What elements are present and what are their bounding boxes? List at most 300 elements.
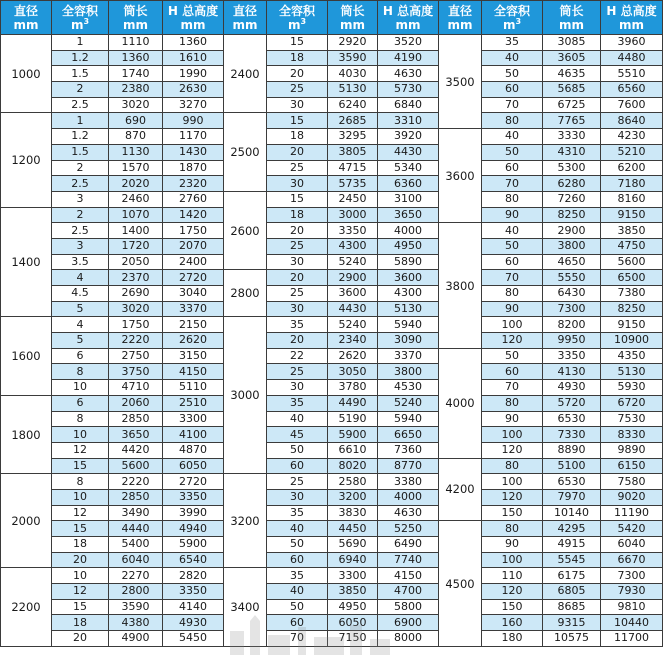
total-height-cell: 11700: [601, 631, 663, 647]
total-height-cell: 5890: [378, 254, 439, 270]
volume-cell: 40: [267, 584, 328, 600]
total-height-cell: 5510: [601, 66, 663, 82]
table-row: [1, 191, 663, 207]
total-height-cell: 9020: [601, 489, 663, 505]
total-height-cell: 5800: [378, 599, 439, 615]
volume-cell: 80: [482, 286, 543, 302]
total-height-cell: 1430: [163, 144, 224, 160]
shell-length-cell: 4310: [543, 144, 601, 160]
shell-length-cell: 7150: [328, 631, 378, 647]
header-total-height: [163, 1, 224, 35]
volume-cell: 35: [267, 568, 328, 584]
total-height-cell: 990: [163, 113, 224, 129]
shell-length-cell: 3750: [109, 364, 163, 380]
shell-length-cell: 5720: [543, 395, 601, 411]
shell-length-cell: 2920: [328, 35, 378, 51]
shell-length-cell: 4635: [543, 66, 601, 82]
table-row: [1, 411, 663, 427]
volume-cell: 40: [482, 129, 543, 145]
shell-length-cell: 10140: [543, 505, 601, 521]
table-row: [1, 584, 663, 600]
volume-cell: 5: [52, 301, 109, 317]
shell-length-cell: 2580: [328, 474, 378, 490]
total-height-cell: 3150: [163, 348, 224, 364]
shell-length-cell: 8685: [543, 599, 601, 615]
volume-cell: 1: [52, 113, 109, 129]
volume-cell: 3: [52, 238, 109, 254]
diameter-cell: 3600: [439, 129, 482, 223]
total-height-cell: 8640: [601, 113, 663, 129]
volume-cell: 25: [267, 474, 328, 490]
volume-cell: 4: [52, 270, 109, 286]
volume-cell: 8: [52, 474, 109, 490]
shell-length-cell: 5735: [328, 176, 378, 192]
shell-length-cell: 3300: [328, 568, 378, 584]
volume-cell: 15: [267, 35, 328, 51]
total-height-cell: 2620: [163, 333, 224, 349]
total-height-cell: 4940: [163, 521, 224, 537]
shell-length-cell: 2750: [109, 348, 163, 364]
total-height-cell: 3310: [378, 113, 439, 129]
shell-length-cell: 870: [109, 129, 163, 145]
shell-length-cell: 2900: [543, 223, 601, 239]
volume-cell: 80: [482, 191, 543, 207]
total-height-cell: 6840: [378, 97, 439, 113]
volume-cell: 20: [267, 144, 328, 160]
shell-length-cell: 6040: [109, 552, 163, 568]
shell-length-cell: 7330: [543, 427, 601, 443]
volume-cell: 80: [482, 395, 543, 411]
total-height-cell: 7530: [601, 411, 663, 427]
volume-cell: 100: [482, 317, 543, 333]
volume-cell: 40: [267, 521, 328, 537]
header-shell-length: [109, 1, 163, 35]
diameter-cell: 3200: [224, 474, 267, 568]
total-height-cell: 9810: [601, 599, 663, 615]
volume-cell: 60: [267, 552, 328, 568]
diameter-cell: 3000: [224, 317, 267, 474]
total-height-cell: 3960: [601, 35, 663, 51]
table-row: [1, 568, 663, 584]
volume-cell: 30: [267, 380, 328, 396]
total-height-cell: 1750: [163, 223, 224, 239]
total-height-cell: 4480: [601, 50, 663, 66]
shell-length-cell: 5900: [328, 427, 378, 443]
table-row: [1, 489, 663, 505]
volume-cell: 2.5: [52, 97, 109, 113]
total-height-cell: 6650: [378, 427, 439, 443]
total-height-cell: 4100: [163, 427, 224, 443]
volume-cell: 25: [267, 82, 328, 98]
shell-length-cell: 3020: [109, 301, 163, 317]
table-row: [1, 474, 663, 490]
table-row: [1, 599, 663, 615]
diameter-cell: 1400: [1, 207, 52, 317]
volume-cell: 90: [482, 301, 543, 317]
total-height-cell: 8770: [378, 458, 439, 474]
total-height-cell: 7300: [601, 568, 663, 584]
volume-cell: 8: [52, 364, 109, 380]
total-height-cell: 1360: [163, 35, 224, 51]
table-row: [1, 207, 663, 223]
diameter-cell: 1000: [1, 35, 52, 113]
total-height-cell: 3850: [601, 223, 663, 239]
header-volume: [52, 1, 109, 35]
volume-cell: 4: [52, 317, 109, 333]
table-row: [1, 254, 663, 270]
total-height-cell: 2720: [163, 270, 224, 286]
shell-length-cell: 3350: [328, 223, 378, 239]
volume-cell: 60: [482, 160, 543, 176]
total-height-cell: 8000: [378, 631, 439, 647]
table-row: [1, 442, 663, 458]
volume-cell: 70: [482, 380, 543, 396]
table-row: [1, 380, 663, 396]
volume-cell: 12: [52, 505, 109, 521]
diameter-cell: 2500: [224, 113, 267, 191]
shell-length-cell: 8890: [543, 442, 601, 458]
header-title: 直径: [447, 3, 472, 18]
shell-length-cell: 4295: [543, 521, 601, 537]
shell-length-cell: 4930: [543, 380, 601, 396]
volume-cell: 1: [52, 35, 109, 51]
shell-length-cell: 1130: [109, 144, 163, 160]
volume-cell: 90: [482, 207, 543, 223]
table-row: [1, 458, 663, 474]
total-height-cell: 7740: [378, 552, 439, 568]
shell-length-cell: 8020: [328, 458, 378, 474]
total-height-cell: 3990: [163, 505, 224, 521]
volume-cell: 60: [482, 364, 543, 380]
table-row: [1, 333, 663, 349]
shell-length-cell: 7300: [543, 301, 601, 317]
table-row: [1, 521, 663, 537]
total-height-cell: 3650: [378, 207, 439, 223]
header-unit-superscript: 3: [300, 16, 307, 26]
shell-length-cell: 2050: [109, 254, 163, 270]
header-unit: m: [502, 17, 516, 32]
volume-cell: 18: [267, 129, 328, 145]
total-height-cell: 6500: [601, 270, 663, 286]
shell-length-cell: 5300: [543, 160, 601, 176]
total-height-cell: 6540: [163, 552, 224, 568]
total-height-cell: 5130: [601, 364, 663, 380]
table-row: [1, 144, 663, 160]
volume-cell: 50: [267, 537, 328, 553]
volume-cell: 35: [482, 35, 543, 51]
volume-cell: 15: [52, 458, 109, 474]
header-unit: mm: [122, 17, 148, 32]
header-title: H 总高度: [606, 3, 657, 18]
shell-length-cell: 4650: [543, 254, 601, 270]
header-unit: m: [287, 17, 301, 32]
volume-cell: 20: [267, 223, 328, 239]
volume-cell: 15: [267, 191, 328, 207]
volume-cell: 12: [52, 584, 109, 600]
volume-cell: 18: [267, 207, 328, 223]
total-height-cell: 4000: [378, 223, 439, 239]
shell-length-cell: 2380: [109, 82, 163, 98]
shell-length-cell: 3590: [328, 50, 378, 66]
shell-length-cell: 9950: [543, 333, 601, 349]
volume-cell: 15: [52, 599, 109, 615]
diameter-cell: 2800: [224, 270, 267, 317]
total-height-cell: 4930: [163, 615, 224, 631]
shell-length-cell: 3830: [328, 505, 378, 521]
table-row: [1, 301, 663, 317]
shell-length-cell: 6280: [543, 176, 601, 192]
volume-cell: 110: [482, 568, 543, 584]
shell-length-cell: 2850: [109, 411, 163, 427]
table-row: [1, 537, 663, 553]
header-title: 直径: [13, 3, 38, 18]
diameter-cell: 2400: [224, 35, 267, 113]
table-row: [1, 631, 663, 647]
shell-length-cell: 6610: [328, 442, 378, 458]
volume-cell: 4.5: [52, 286, 109, 302]
volume-cell: 10: [52, 568, 109, 584]
total-height-cell: 7360: [378, 442, 439, 458]
table-row: [1, 552, 663, 568]
volume-cell: 25: [267, 238, 328, 254]
table-row: [1, 348, 663, 364]
volume-cell: 25: [267, 286, 328, 302]
total-height-cell: 3040: [163, 286, 224, 302]
shell-length-cell: 5685: [543, 82, 601, 98]
shell-length-cell: 8250: [543, 207, 601, 223]
table-row: [1, 66, 663, 82]
header-unit-superscript: 3: [83, 16, 90, 26]
header-unit-superscript: 3: [515, 16, 522, 26]
volume-cell: 3.5: [52, 254, 109, 270]
shell-length-cell: 3330: [543, 129, 601, 145]
header-title: 直径: [232, 3, 257, 18]
diameter-cell: 2600: [224, 191, 267, 269]
total-height-cell: 2760: [163, 191, 224, 207]
total-height-cell: 6490: [378, 537, 439, 553]
header-title: H 总高度: [167, 3, 219, 18]
total-height-cell: 3350: [163, 489, 224, 505]
volume-cell: 50: [482, 66, 543, 82]
total-height-cell: 5240: [378, 395, 439, 411]
total-height-cell: 2720: [163, 474, 224, 490]
table-row: [1, 364, 663, 380]
total-height-cell: 3350: [163, 584, 224, 600]
shell-length-cell: 5545: [543, 552, 601, 568]
header-unit: mm: [339, 17, 365, 32]
volume-cell: 60: [267, 458, 328, 474]
volume-cell: 50: [482, 348, 543, 364]
total-height-cell: 3300: [163, 411, 224, 427]
shell-length-cell: 1400: [109, 223, 163, 239]
volume-cell: 1.2: [52, 129, 109, 145]
volume-cell: 80: [482, 521, 543, 537]
shell-length-cell: 6175: [543, 568, 601, 584]
total-height-cell: 1870: [163, 160, 224, 176]
shell-length-cell: 6940: [328, 552, 378, 568]
shell-length-cell: 3490: [109, 505, 163, 521]
volume-cell: 35: [267, 505, 328, 521]
header-unit: mm: [232, 17, 258, 32]
total-height-cell: 4300: [378, 286, 439, 302]
total-height-cell: 4140: [163, 599, 224, 615]
shell-length-cell: 6430: [543, 286, 601, 302]
total-height-cell: 4350: [601, 348, 663, 364]
total-height-cell: 4950: [378, 238, 439, 254]
volume-cell: 2: [52, 82, 109, 98]
total-height-cell: 6150: [601, 458, 663, 474]
header-volume: [482, 1, 543, 35]
table-row: [1, 505, 663, 521]
shell-length-cell: 6530: [543, 411, 601, 427]
volume-cell: 2: [52, 207, 109, 223]
volume-cell: 30: [267, 489, 328, 505]
total-height-cell: 3920: [378, 129, 439, 145]
volume-cell: 120: [482, 489, 543, 505]
shell-length-cell: 3800: [543, 238, 601, 254]
shell-length-cell: 4715: [328, 160, 378, 176]
header-diameter: [224, 1, 267, 35]
table-row: [1, 427, 663, 443]
volume-cell: 20: [52, 552, 109, 568]
volume-cell: 10: [52, 380, 109, 396]
total-height-cell: 10440: [601, 615, 663, 631]
total-height-cell: 4750: [601, 238, 663, 254]
shell-length-cell: 3000: [328, 207, 378, 223]
shell-length-cell: 3590: [109, 599, 163, 615]
shell-length-cell: 1750: [109, 317, 163, 333]
volume-cell: 6: [52, 395, 109, 411]
volume-cell: 2.5: [52, 223, 109, 239]
shell-length-cell: 2220: [109, 474, 163, 490]
shell-length-cell: 2020: [109, 176, 163, 192]
volume-cell: 90: [482, 537, 543, 553]
volume-cell: 80: [482, 458, 543, 474]
shell-length-cell: 2340: [328, 333, 378, 349]
total-height-cell: 3800: [378, 364, 439, 380]
shell-length-cell: 4900: [109, 631, 163, 647]
total-height-cell: 11190: [601, 505, 663, 521]
volume-cell: 30: [267, 97, 328, 113]
total-height-cell: 4430: [378, 144, 439, 160]
diameter-cell: 3400: [224, 568, 267, 646]
volume-cell: 20: [52, 631, 109, 647]
total-height-cell: 9890: [601, 442, 663, 458]
shell-length-cell: 4450: [328, 521, 378, 537]
diameter-cell: 4200: [439, 458, 482, 521]
total-height-cell: 6040: [601, 537, 663, 553]
table-row: [1, 395, 663, 411]
total-height-cell: 6900: [378, 615, 439, 631]
header-diameter: [439, 1, 482, 35]
shell-length-cell: 4300: [328, 238, 378, 254]
total-height-cell: 3370: [163, 301, 224, 317]
volume-cell: 150: [482, 505, 543, 521]
volume-cell: 50: [482, 238, 543, 254]
total-height-cell: 6200: [601, 160, 663, 176]
total-height-cell: 1420: [163, 207, 224, 223]
shell-length-cell: 5600: [109, 458, 163, 474]
total-height-cell: 2320: [163, 176, 224, 192]
header-title: 筒长: [559, 3, 584, 18]
shell-length-cell: 5130: [328, 82, 378, 98]
shell-length-cell: 2690: [109, 286, 163, 302]
header-row: [1, 1, 663, 35]
shell-length-cell: 2460: [109, 191, 163, 207]
diameter-cell: 1600: [1, 317, 52, 395]
volume-cell: 15: [267, 113, 328, 129]
table-row: [1, 317, 663, 333]
diameter-cell: 4000: [439, 348, 482, 458]
header-title: 筒长: [123, 3, 148, 18]
total-height-cell: 5210: [601, 144, 663, 160]
table-row: [1, 160, 663, 176]
total-height-cell: 4150: [163, 364, 224, 380]
shell-length-cell: 2620: [328, 348, 378, 364]
shell-length-cell: 3350: [543, 348, 601, 364]
shell-length-cell: 3650: [109, 427, 163, 443]
shell-length-cell: 4710: [109, 380, 163, 396]
total-height-cell: 3100: [378, 191, 439, 207]
volume-cell: 30: [267, 301, 328, 317]
diameter-cell: 2200: [1, 568, 52, 646]
volume-cell: 35: [267, 317, 328, 333]
shell-length-cell: 6805: [543, 584, 601, 600]
shell-length-cell: 1070: [109, 207, 163, 223]
header-unit: mm: [618, 17, 644, 32]
shell-length-cell: 4915: [543, 537, 601, 553]
shell-length-cell: 8200: [543, 317, 601, 333]
shell-length-cell: 5190: [328, 411, 378, 427]
volume-cell: 50: [267, 442, 328, 458]
volume-cell: 2: [52, 160, 109, 176]
header-title: 全容积: [278, 3, 315, 18]
volume-cell: 50: [267, 599, 328, 615]
volume-cell: 35: [267, 395, 328, 411]
total-height-cell: 5130: [378, 301, 439, 317]
shell-length-cell: 10575: [543, 631, 601, 647]
total-height-cell: 1170: [163, 129, 224, 145]
volume-cell: 40: [482, 50, 543, 66]
diameter-cell: 2000: [1, 474, 52, 568]
volume-cell: 18: [52, 615, 109, 631]
volume-cell: 30: [267, 254, 328, 270]
shell-length-cell: 2850: [109, 489, 163, 505]
shell-length-cell: 2220: [109, 333, 163, 349]
shell-length-cell: 6530: [543, 474, 601, 490]
shell-length-cell: 3295: [328, 129, 378, 145]
volume-cell: 150: [482, 599, 543, 615]
volume-cell: 70: [482, 97, 543, 113]
volume-cell: 30: [267, 176, 328, 192]
volume-cell: 22: [267, 348, 328, 364]
header-unit: mm: [13, 17, 39, 32]
shell-length-cell: 5240: [328, 317, 378, 333]
total-height-cell: 7380: [601, 286, 663, 302]
volume-cell: 3: [52, 191, 109, 207]
volume-cell: 60: [482, 82, 543, 98]
shell-length-cell: 1360: [109, 50, 163, 66]
shell-length-cell: 2450: [328, 191, 378, 207]
table-row: [1, 82, 663, 98]
volume-cell: 25: [267, 160, 328, 176]
volume-cell: 25: [267, 364, 328, 380]
total-height-cell: 10900: [601, 333, 663, 349]
volume-cell: 70: [482, 176, 543, 192]
volume-cell: 20: [267, 66, 328, 82]
total-height-cell: 5900: [163, 537, 224, 553]
shell-length-cell: 1720: [109, 238, 163, 254]
